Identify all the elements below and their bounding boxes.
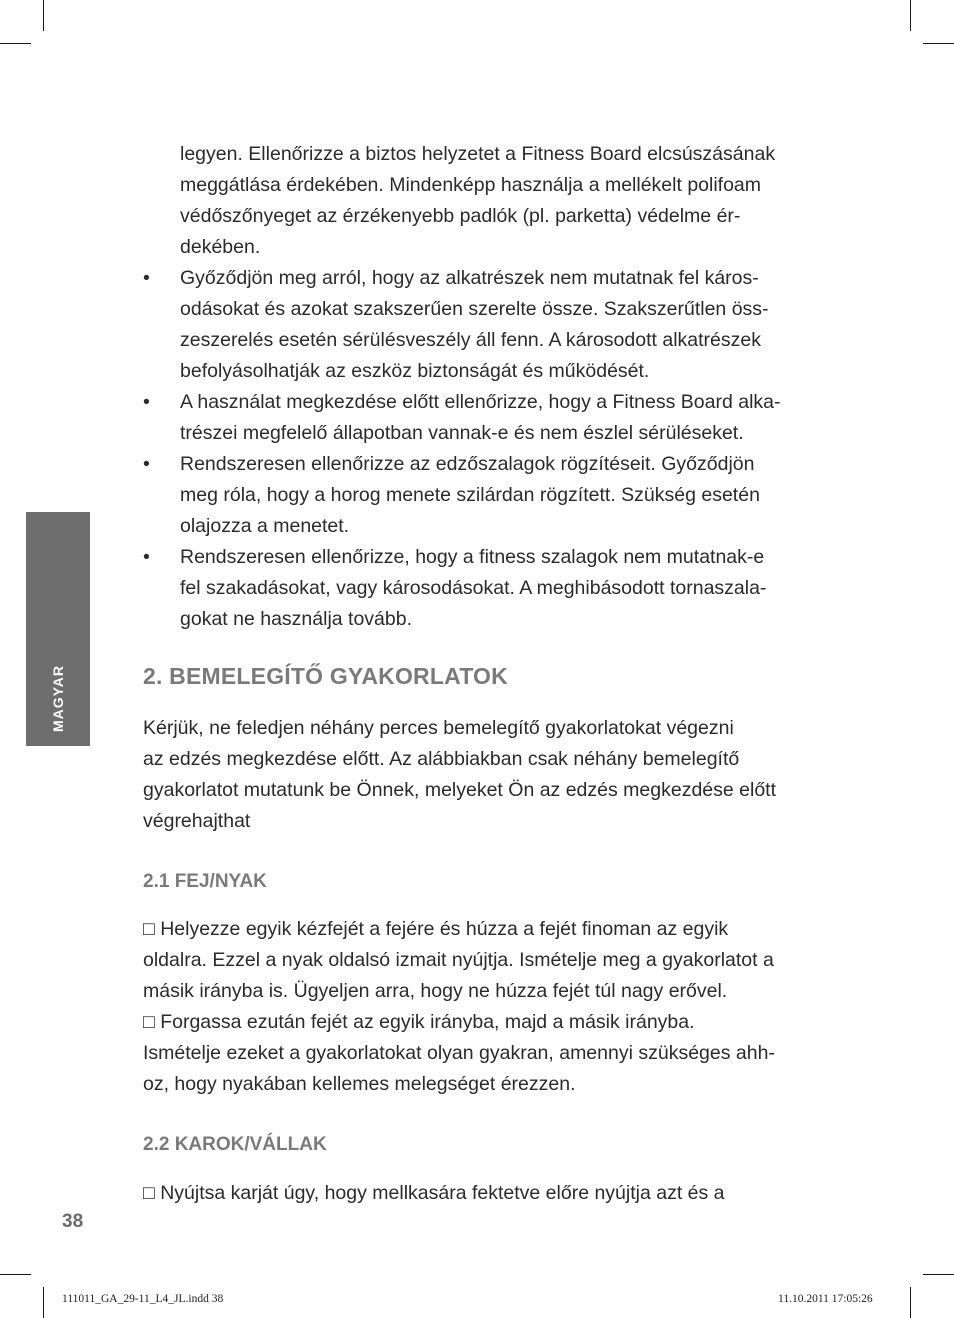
subsection-title-head-neck: 2.1 FEJ/NYAK [143,871,267,892]
language-side-tab [26,512,90,746]
text-line: Győződjön meg arról, hogy az alkatrészek nem mutatnak fel káros- [180,267,759,289]
text-line: □ Helyezze egyik kézfejét a fejére és húzza a fejét finoman az egyik [143,918,729,940]
crop-mark [43,0,44,31]
bullet-icon: • [143,546,150,568]
text-line: legyen. Ellenőrizze a biztos helyzetet a Fitness Board elcsúszásának [180,143,776,165]
list-item [143,387,781,449]
page-number: 38 [62,1211,84,1232]
text-line: Rendszeresen ellenőrizze az edzőszalagok rögzítéseit. Győződjön [180,453,755,475]
crop-mark [923,1274,954,1275]
text-line: dekében. [180,236,261,258]
text-line: □ Forgassa ezután fejét az egyik irányba, majd a másik irányba. [143,1011,695,1033]
text-line: Kérjük, ne feledjen néhány perces bemelegítő gyakorlatokat végezni [143,717,734,739]
text-line: védőszőnyeget az érzékenyebb padlók (pl. parketta) védelme ér- [180,205,741,227]
list-item [143,263,781,387]
bullet-icon: • [143,391,150,413]
crop-mark [923,43,954,44]
crop-mark [0,1274,31,1275]
footer-timestamp: 11.10.2011 17:05:26 [778,1293,873,1305]
crop-mark [43,1287,44,1318]
text-line: meggátlása érdekében. Mindenképp használja a mellékelt polifoam [180,174,762,196]
text-line: gyakorlatot mutatunk be Önnek, melyeket Ön az edzés megkezdése előtt [143,779,777,801]
text-line: odásokat és azokat szakszerűen szerelte össze. Szakszerűtlen öss- [180,298,769,320]
text-line: az edzés megkezdése előtt. Az alábbiakban csak néhány bemelegítő [143,748,740,770]
crop-mark [910,1287,911,1318]
bullet-icon: • [143,453,150,475]
text-line: trészei megfelelő állapotban vannak-e és nem észlel sérüléseket. [180,422,744,444]
subsection-paragraph [143,1178,725,1209]
text-line: □ Nyújtsa karját úgy, hogy mellkasára fektetve előre nyújtja azt és a [143,1182,725,1204]
text-line: fel szakadásokat, vagy károsodásokat. A meghibásodott tornaszala- [180,577,767,599]
subsection-title-arms-shoulders: 2.2 KAROK/VÁLLAK [143,1134,327,1155]
text-line: gokat ne használja tovább. [180,608,413,630]
list-item [143,542,781,635]
list-item [143,449,781,542]
language-label: MAGYAR [50,665,66,732]
section-title: 2. BEMELEGÍTŐ GYAKORLATOK [143,663,508,689]
text-line: végrehajthat [143,810,251,832]
bullet-icon: • [143,267,150,289]
intro-paragraph [180,139,775,263]
footer-file-info: 111011_GA_29-11_L4_JL.indd 38 [62,1293,224,1305]
text-line: befolyásolhatják az eszköz biztonságát és működését. [180,360,650,382]
safety-bullet-list [143,263,781,635]
text-line: olajozza a menetet. [180,515,350,537]
section-intro-paragraph [143,713,776,837]
text-line: Rendszeresen ellenőrizze, hogy a fitness szalagok nem mutatnak-e [180,546,765,568]
crop-mark [0,43,31,44]
text-line: A használat megkezdése előtt ellenőrizze, hogy a Fitness Board alka- [180,391,781,413]
crop-mark [910,0,911,31]
text-line: oz, hogy nyakában kellemes melegséget érezzen. [143,1073,576,1095]
text-line: meg róla, hogy a horog menete szilárdan rögzített. Szükség esetén [180,484,760,506]
text-line: másik irányba is. Ügyeljen arra, hogy ne húzza fejét túl nagy erővel. [143,980,728,1002]
subsection-paragraph [143,914,775,1100]
text-line: zeszerelés esetén sérülésveszély áll fenn. A károsodott alkatrészek [180,329,761,351]
text-line: Ismételje ezeket a gyakorlatokat olyan gyakran, amennyi szükséges ahh- [143,1042,775,1064]
text-line: oldalra. Ezzel a nyak oldalsó izmait nyújtja. Ismételje meg a gyakorlatot a [143,949,774,971]
